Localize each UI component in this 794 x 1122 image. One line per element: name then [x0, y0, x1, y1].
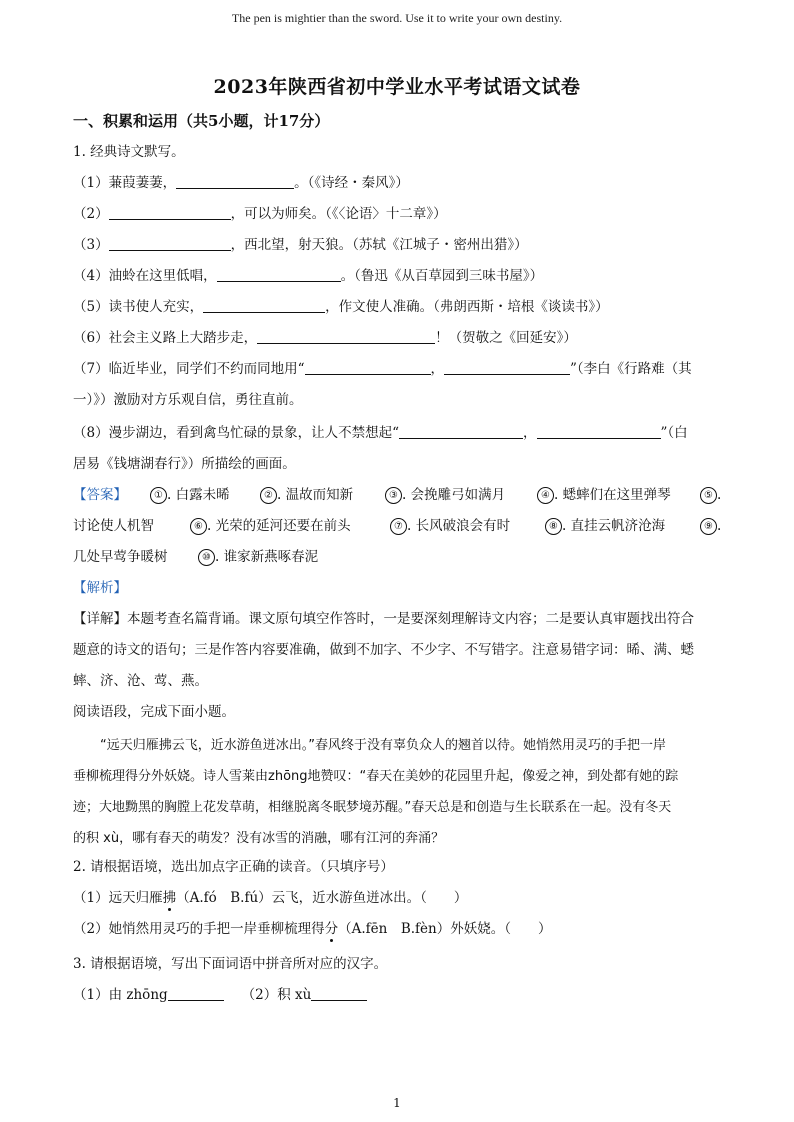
passage-line-2: 垂柳梳理得分外妖娆。诗人雪莱由zhōng地赞叹：“春天在美妙的花园里升起，像爱之神，到处都有她的踪	[73, 769, 679, 784]
question-1-item-5	[73, 298, 609, 316]
answer-6: ⑥ . 光荣的延河还要在前头	[190, 517, 351, 535]
answer-blank[interactable]	[444, 360, 570, 375]
item-post-text: ，可以为师矣。（《〈论语〉十二章》）	[230, 206, 447, 222]
analysis-text-line-3: 蟀、济、沧、莺、燕。	[73, 673, 208, 689]
item-post-text: ，作文使人准确。（弗朗西斯・培根《谈读书》）	[325, 299, 609, 315]
circled-number-icon: ③	[385, 487, 402, 504]
answer-9: ⑨ .	[700, 517, 721, 535]
answer-label: 【答案】	[73, 487, 127, 503]
answer-9-text: 几处早莺争暖树	[73, 549, 168, 565]
question-1-item-6	[73, 329, 577, 347]
item-pre-text: 读书使人充实，	[108, 299, 204, 315]
circled-number-icon: ⑨	[700, 518, 717, 535]
item-pre-text: 社会主义路上大踏步走，	[108, 330, 258, 346]
q3-item-2-label: （2）积 xù	[241, 987, 312, 1003]
answer-10: ⑩ . 谁家新燕啄春泥	[198, 548, 318, 566]
answer-blank[interactable]	[109, 236, 231, 251]
page-number: 1	[393, 1096, 401, 1110]
page-title: 2023年陕西省初中学业水平考试语文试卷	[213, 76, 581, 98]
circled-number-icon: ⑦	[390, 518, 407, 535]
answer-2: ② . 温故而知新	[260, 486, 353, 504]
answer-blank[interactable]	[203, 298, 325, 313]
question-1-item-2	[73, 205, 447, 223]
item-pre-text: （8）漫步湖边，看到禽鸟忙碌的景象，让人不禁想起“	[73, 425, 399, 441]
question-2-item-2: （2）她悄然用灵巧的手把一岸垂柳梳理得分（A.fēn B.fèn）外妖娆。（ ）	[73, 921, 552, 937]
answer-4: ④ . 蟋蟀们在这里弹琴	[537, 486, 671, 504]
question-1-item-3	[73, 236, 528, 254]
question-1-item-7-cont: 一）》）激励对方乐观自信，勇往直前。	[73, 392, 303, 408]
answer-8: ⑧ . 直挂云帆济沧海	[545, 517, 665, 535]
answer-blank[interactable]	[537, 424, 661, 439]
answer-blank[interactable]	[311, 986, 367, 1001]
answer-blank[interactable]	[176, 174, 294, 189]
item-post-text: ！（贺敬之《回延安》）	[435, 330, 577, 346]
item-number: （4）	[73, 268, 109, 284]
item-post-text: ，西北望，射天狼。（苏轼《江城子・密州出猎》）	[230, 237, 528, 253]
question-1-item-8	[73, 424, 688, 442]
item-pre-text: 油蛉在这里低唱，	[108, 268, 217, 284]
passage-line-4: 的积 xù，哪有春天的萌发？没有冰雪的消融，哪有江河的奔涌？	[73, 831, 445, 846]
answer-5: ⑤ .	[700, 486, 721, 504]
item-pre-text: 蒹葭萋萋，	[108, 175, 177, 191]
question-2-item-1: （1）远天归雁拂（A.fó B.fú）云飞，近水游鱼迸冰出。（ ）	[73, 890, 468, 906]
answer-1: ① . 白露未晞	[150, 486, 230, 504]
item-separator: ，	[430, 361, 444, 377]
dotted-character: 分	[324, 921, 339, 937]
analysis-text-line-1: 【详解】本题考查名篇背诵。课文原句填空作答时，一是要深刻理解诗文内容；二是要认真审题找出符合	[73, 611, 694, 627]
answer-blank[interactable]	[217, 267, 341, 282]
q3-item-1-label: （1）由 zhōng	[73, 987, 168, 1003]
passage-line-3: 迹；大地黝黑的胸膛上花发草萌，相继脱离冬眠梦境苏醒。”春天总是和创造与生长联系在一起。没有冬天	[73, 800, 672, 815]
circled-number-icon: ④	[537, 487, 554, 504]
page-header-motto: The pen is mightier than the sword. Use it to write your own destiny.	[231, 11, 563, 25]
question-1-item-1	[73, 174, 409, 192]
item-number: （2）	[73, 206, 109, 222]
question-1-stem: 1. 经典诗文默写。	[73, 144, 185, 160]
analysis-label: 【解析】	[73, 580, 127, 596]
item-number: （1）	[73, 175, 109, 191]
reading-instruction: 阅读语段，完成下面小题。	[73, 704, 235, 720]
item-post-text: ”（李白《行路难（其	[570, 361, 692, 377]
question-2-stem: 2. 请根据语境，选出加点字正确的读音。（只填序号）	[73, 859, 394, 875]
circled-number-icon: ①	[150, 487, 167, 504]
item-number: （6）	[73, 330, 109, 346]
answer-blank[interactable]	[257, 329, 435, 344]
item-post-text: 。（《诗经・秦风》）	[294, 175, 409, 191]
answer-blank[interactable]	[399, 424, 523, 439]
circled-number-icon: ⑩	[198, 549, 215, 566]
circled-number-icon: ⑤	[700, 487, 717, 504]
circled-number-icon: ⑥	[190, 518, 207, 535]
answer-3: ③ . 会挽雕弓如满月	[385, 486, 505, 504]
item-number: （3）	[73, 237, 109, 253]
item-separator: ，	[523, 425, 537, 441]
item-post-text: ”（白	[660, 425, 688, 441]
item-pre-text: （7）临近毕业，同学们不约而同地用“	[73, 361, 305, 377]
circled-number-icon: ⑧	[545, 518, 562, 535]
answer-blank[interactable]	[168, 986, 224, 1001]
question-3-items	[73, 986, 367, 1004]
question-1-item-4	[73, 267, 543, 285]
question-3-stem: 3. 请根据语境，写出下面词语中拼音所对应的汉字。	[73, 956, 388, 972]
question-1-item-7	[73, 360, 692, 378]
answer-blank[interactable]	[109, 205, 231, 220]
passage-line-1: “远天归雁拂云飞，近水游鱼迸冰出。”春风终于没有辜负众人的翘首以待。她悄然用灵巧的手把一岸	[100, 738, 666, 753]
section-heading: 一、积累和运用（共5小题，计17分）	[73, 112, 330, 130]
answer-blank[interactable]	[305, 360, 431, 375]
item-post-text: 。（鲁迅《从百草园到三味书屋》）	[340, 268, 544, 284]
dotted-character: 拂	[162, 890, 177, 906]
answer-5-text: 讨论使人机智	[73, 518, 154, 534]
answer-7: ⑦ . 长风破浪会有时	[390, 517, 510, 535]
question-1-item-8-cont: 居易《钱塘湖春行》）所描绘的画面。	[73, 456, 296, 472]
analysis-text-line-2: 题意的诗文的语句；三是作答内容要准确，做到不加字、不少字、不写错字。注意易错字词：晞、满、蟋	[73, 642, 694, 658]
circled-number-icon: ②	[260, 487, 277, 504]
item-number: （5）	[73, 299, 109, 315]
